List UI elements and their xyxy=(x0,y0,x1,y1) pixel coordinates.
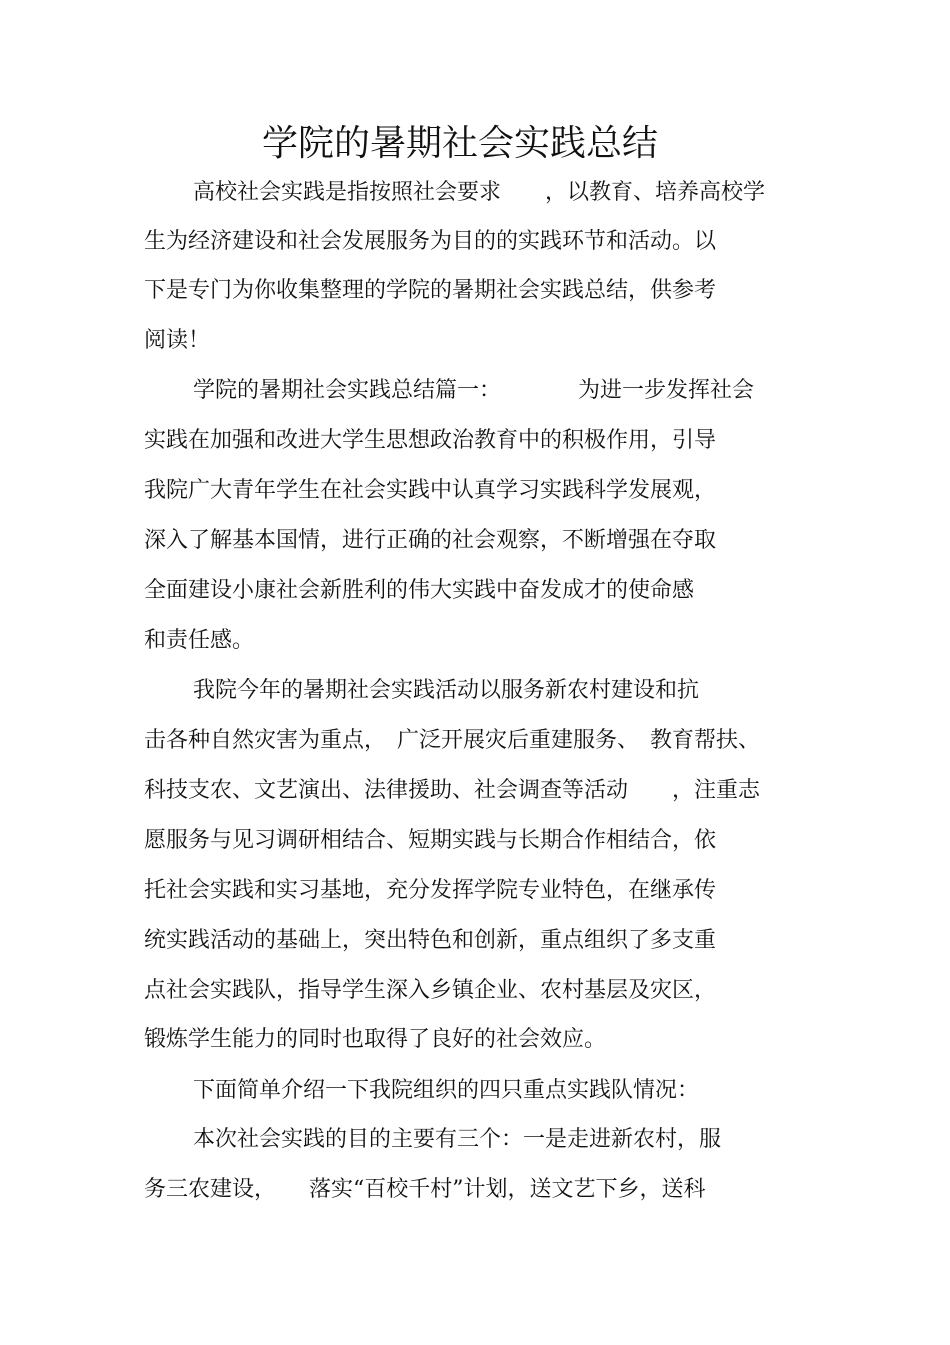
body-line: 阅读！ xyxy=(144,328,211,353)
body-line: 下是专门为你收集整理的学院的暑期社会实践总结，供参考 xyxy=(144,278,717,303)
body-line: 深入了解基本国情，进行正确的社会观察，不断增强在夺取 xyxy=(144,528,717,553)
body-line: 实践在加强和改进大学生思想政治教育中的积极作用，引导 xyxy=(144,428,717,453)
body-line: 和责任感。 xyxy=(144,628,255,653)
body-line: 下面简单介绍一下我院组织的四只重点实践队情况： xyxy=(193,1078,700,1103)
body-line: 愿服务与见习调研相结合、短期实践与长期合作相结合，依 xyxy=(144,828,717,853)
body-line: 务三农建设， 落实“百校千村”计划，送文艺下乡，送科 xyxy=(144,1177,706,1202)
body-line: 击各种自然灾害为重点， 广泛开展灾后重建服务、 教育帮扶、 xyxy=(144,728,761,753)
body-line: 学院的暑期社会实践总结篇一： 为进一步发挥社会 xyxy=(193,378,755,403)
body-line: 本次社会实践的目的主要有三个：一是走进新农村，服 xyxy=(193,1127,722,1152)
body-line: 统实践活动的基础上，突出特色和创新，重点组织了多支重 xyxy=(144,928,717,953)
body-line: 全面建设小康社会新胜利的伟大实践中奋发成才的使命感 xyxy=(144,578,695,603)
body-line: 我院今年的暑期社会实践活动以服务新农村建设和抗 xyxy=(193,678,700,703)
body-line: 锻炼学生能力的同时也取得了良好的社会效应。 xyxy=(144,1027,607,1052)
body-line: 点社会实践队，指导学生深入乡镇企业、农村基层及灾区， xyxy=(144,978,717,1003)
body-line: 我院广大青年学生在社会实践中认真学习实践科学发展观， xyxy=(144,478,717,503)
body-line: 生为经济建设和社会发展服务为目的的实践环节和活动。以 xyxy=(144,229,717,254)
body-line: 科技支农、文艺演出、法律援助、社会调查等活动 ，注重志 xyxy=(144,778,761,803)
document-title: 学院的暑期社会实践总结 xyxy=(261,123,658,164)
body-line: 高校社会实践是指按照社会要求 ，以教育、培养高校学 xyxy=(193,180,766,205)
body-line: 托社会实践和实习基地，充分发挥学院专业特色，在继承传 xyxy=(144,878,717,903)
